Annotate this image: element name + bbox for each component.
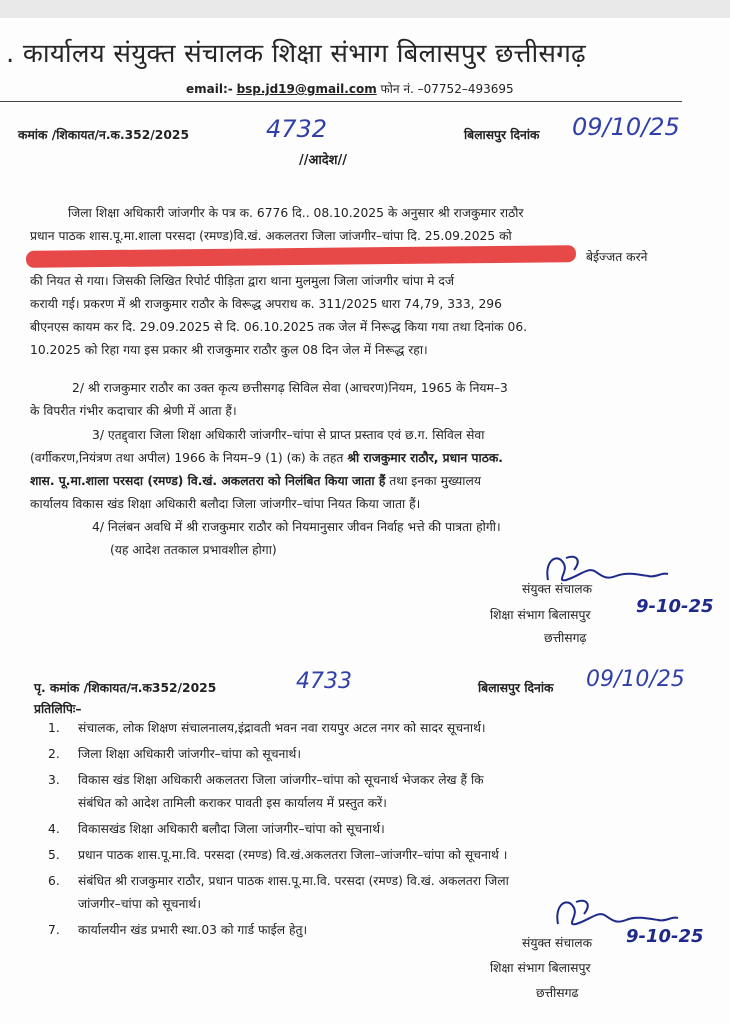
order-ref-handwritten: 4732 (266, 115, 328, 143)
order-place-date-label: बिलासपुर दिनांक (464, 128, 540, 142)
copy-item-text: संबंधित श्री राजकुमार राठौर, प्रधान पाठक शास.पू.मा.वि. परसदा (रमण्ड) वि.खं. अकलतरा जिला (78, 874, 509, 888)
copy-item-text: प्रधान पाठक शास.पू.मा.वि. परसदा (रमण्ड) वि.खं.अकलतरा जिला–जांजगीर–चांपा को सूचनार्थ । (78, 848, 508, 862)
para3-line2 (30, 447, 503, 471)
para3-line4: कार्यालय विकास खंड शिक्षा अधिकारी बलौदा जिला जांजगीर–चांपा नियत किया जाता हैं। (30, 497, 421, 511)
sig1-office: शिक्षा संभाग बिलासपुर (490, 608, 591, 622)
copy-list-item (48, 818, 688, 841)
office-title: . कार्यालय संयुक्त संचालक शिक्षा संभाग बिलासपुर छत्तीसगढ़ (6, 39, 586, 69)
para3-line3-a: शास. पू.मा.शाला परसदा (रमण्ड) वि.खं. अकलतरा को निलंबित किया जाता हैं (30, 474, 386, 488)
copy-item-text: विकास खंड शिक्षा अधिकारी अकलतरा जिला जांजगीर–चांपा को सूचनार्थ भेजकर लेख हैं कि (78, 773, 484, 787)
sig1-state: छत्तीसगढ़ (544, 631, 587, 645)
copy-item-number: 3. (48, 773, 60, 787)
header-divider (0, 101, 682, 102)
copy-item-text: संचालक, लोक शिक्षण संचालनालय,इंद्रावती भवन नवा रायपुर अटल नगर को सादर सूचनार्थ। (78, 721, 486, 735)
copy-item-text: संबंधित को आदेश तामिली कराकर पावती इस कार्यालय में प्रस्तुत करें। (78, 796, 387, 810)
para4-line1: 4/ निलंबन अवधि में श्री राजकुमार राठौर को नियमानुसार जीवन निर्वाह भत्ते की पात्रता होगी। (92, 520, 501, 534)
para2-line2: के विपरीत गंभीर कदाचार की श्रेणी में आता हैं। (30, 404, 237, 418)
copy-item-text: जिला शिक्षा अधिकारी जांजगीर–चांपा को सूचनार्थ। (78, 747, 302, 761)
copy-ref-handwritten: 4733 (296, 669, 352, 694)
para3-line3 (30, 470, 481, 494)
copy-item-number: 5. (48, 848, 60, 862)
sig2-office: शिक्षा संभाग बिलासपुर (490, 961, 591, 975)
copy-list-item (48, 769, 688, 815)
para3-line2-b: श्री राजकुमार राठौर, प्रधान पाठक. (347, 451, 503, 465)
sig2-designation: संयुक्त संचालक (522, 936, 593, 950)
para2-line1: 2/ श्री राजकुमार राठौर का उक्त कृत्य छत्तीसगढ़ सिविल सेवा (आचरण)नियम, 1965 के नियम–3 (72, 381, 508, 395)
sig2-handwritten-date: 9-10-25 (626, 926, 704, 947)
copy-item-text: कार्यालयीन खंड प्रभारी स्था.03 को गार्ड फाईल हेतु। (78, 923, 308, 937)
top-gray-strip (0, 0, 730, 18)
sig1-designation: संयुक्त संचालक (522, 582, 593, 596)
redaction-mark (26, 245, 576, 268)
copy-item-text: जांजगीर–चांपा को सूचनार्थ। (78, 897, 201, 911)
copy-place-date-label: बिलासपुर दिनांक (478, 681, 554, 695)
copy-item-number: 1. (48, 721, 60, 735)
phone-text: फोन नं. –07752–493695 (380, 82, 514, 96)
order-date-handwritten: 09/10/25 (572, 113, 680, 141)
copy-ref: पृ. कमांक /शिकायत/न.क352/2025 (34, 681, 217, 695)
sig2-state: छत्तीसगढ (536, 986, 579, 1000)
order-heading: //आदेश// (299, 153, 348, 168)
copy-item-number: 2. (48, 747, 60, 761)
copy-list-item (48, 743, 688, 766)
para1-line2: प्रधान पाठक शास.पू.मा.शाला परसदा (रमण्ड)वि.खं. अकलतरा जिला जांजगीर–चांपा दि. 25.09.2025 को (30, 229, 512, 243)
email-label: email:- (186, 82, 233, 96)
copy-label: प्रतिलिपिः– (34, 702, 82, 716)
copy-list-item (48, 717, 688, 740)
copy-date-handwritten: 09/10/25 (586, 667, 685, 692)
para3-line2-a: (वर्गीकरण,नियंत्रण तथा अपील) 1966 के नियम–9 (1) (क) के तहत (30, 451, 348, 465)
para1-line4: की नियत से गया। जिसकी लिखित रिपोर्ट पीड़िता द्वारा थाना मुलमुला जिला जांजगीर चांपा मे दर्ज (30, 274, 455, 288)
order-ref: कमांक /शिकायत/न.क.352/2025 (18, 128, 190, 142)
copy-item-number: 6. (48, 874, 60, 888)
para1-line5: करायी गई। प्रकरण में श्री राजकुमार राठौर के विरूद्ध अपराध क. 311/2025 धारा 74,79, 333, 296 (30, 297, 502, 311)
email-link[interactable]: bsp.jd19@gmail.com (236, 82, 377, 96)
para1-line6: बीएनएस कायम कर दि. 29.09.2025 से दि. 06.10.2025 तक जेल में निरूद्ध किया गया तथा दिनांक 06. (30, 320, 528, 334)
copy-item-text: विकासखंड शिक्षा अधिकारी बलौदा जिला जांजगीर–चांपा को सूचनार्थ। (78, 822, 385, 836)
contact-line (186, 80, 514, 97)
sig1-handwritten-date: 9-10-25 (636, 596, 714, 617)
copy-item-number: 7. (48, 923, 60, 937)
para1-line7: 10.2025 को रिहा गया इस प्रकार श्री राजकुमार राठौर कुल 08 दिन जेल में निरूद्ध रहा। (30, 343, 428, 357)
copy-item-number: 4. (48, 822, 60, 836)
para4-line2: (यह आदेश ततकाल प्रभावशील होगा) (110, 543, 277, 557)
copy-list-item (48, 844, 688, 867)
para3-line3-b: तथा इनका मुख्यालय (385, 474, 481, 488)
para1-line3-end: बेईज्जत करने (586, 250, 648, 264)
para1-line1: जिला शिक्षा अधिकारी जांजगीर के पत्र क. 6776 दि.. 08.10.2025 के अनुसार श्री राजकुमार राठौर (68, 206, 524, 220)
para3-line1: 3/ एतद्द्वारा जिला शिक्षा अधिकारी जांजगीर–चांपा से प्राप्त प्रस्ताव एवं छ.ग. सिविल सेवा (92, 428, 485, 442)
